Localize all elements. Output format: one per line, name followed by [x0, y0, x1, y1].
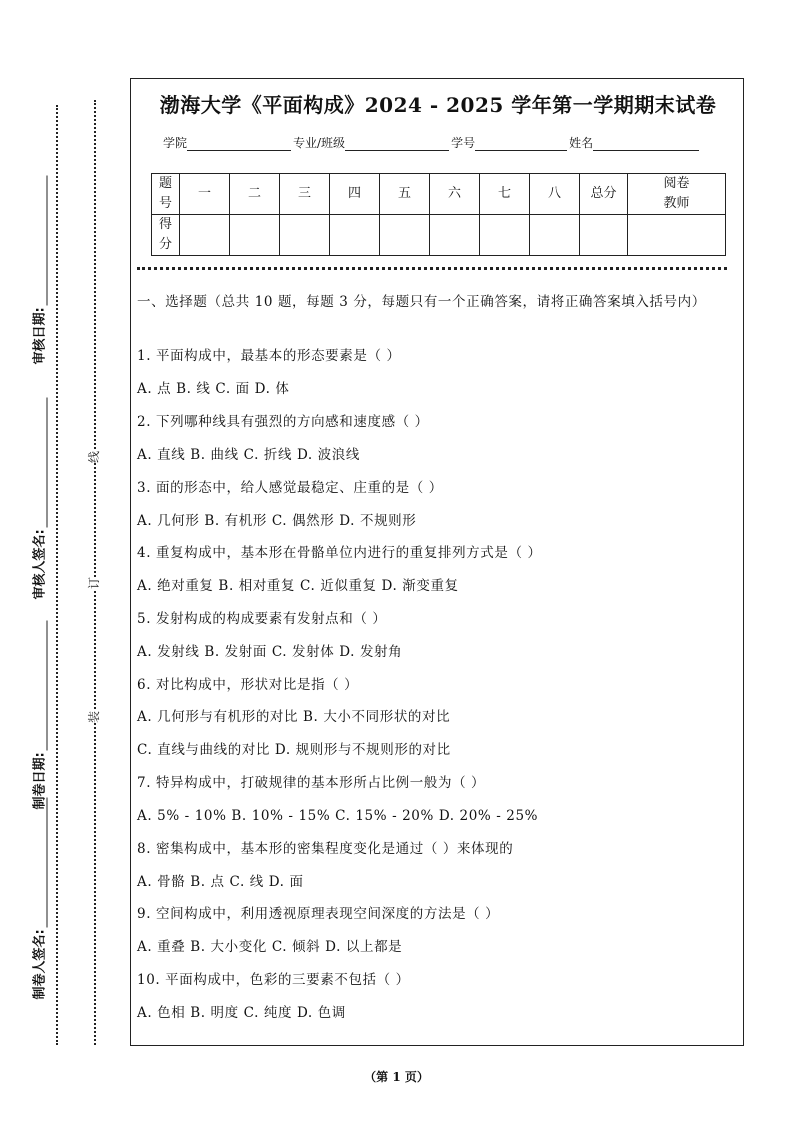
reviewer-sign-line[interactable]	[35, 397, 48, 527]
college-field[interactable]	[187, 136, 291, 151]
binding-char-fill: 装	[87, 710, 102, 724]
options-8: A. 骨骼 B. 点 C. 线 D. 面	[137, 874, 304, 890]
score-cell-2[interactable]	[230, 215, 280, 256]
student-info-row	[163, 134, 701, 151]
section-separator	[137, 267, 727, 270]
question-9: 9. 空间构成中，利用透视原理表现空间深度的方法是（ ）	[137, 906, 500, 922]
question-5: 5. 发射构成的构成要素有发射点和（ ）	[137, 611, 387, 627]
prepare-date-line[interactable]	[35, 620, 48, 750]
score-cell-7[interactable]	[480, 215, 530, 256]
score-cell-total[interactable]	[580, 215, 628, 256]
score-table	[151, 173, 726, 256]
col-4: 四	[330, 174, 380, 215]
score-table-score-row	[152, 215, 726, 256]
options-2: A. 直线 B. 曲线 C. 折线 D. 波浪线	[137, 447, 360, 463]
col-7: 七	[480, 174, 530, 215]
options-6b: C. 直线与曲线的对比 D. 规则形与不规则形的对比	[137, 742, 451, 758]
options-4: A. 绝对重复 B. 相对重复 C. 近似重复 D. 渐变重复	[137, 578, 459, 594]
question-8: 8. 密集构成中，基本形的密集程度变化是通过（ ）来体现的	[137, 841, 514, 857]
score-table-header-row	[152, 174, 726, 215]
reviewer-sign-label: 审核人签名:	[32, 529, 48, 600]
options-3: A. 几何形 B. 有机形 C. 偶然形 D. 不规则形	[137, 513, 417, 529]
review-date-field	[29, 165, 48, 365]
options-5: A. 发射线 B. 发射面 C. 发射体 D. 发射角	[137, 644, 403, 660]
review-date-label: 审核日期:	[32, 307, 48, 365]
score-cell-5[interactable]	[380, 215, 430, 256]
student-id-field[interactable]	[475, 136, 567, 151]
question-2: 2. 下列哪种线具有强烈的方向感和速度感（ ）	[137, 414, 429, 430]
binding-dotted-line-inner	[94, 100, 96, 1045]
student-id-label: 学号	[451, 136, 476, 150]
reviewer-sign-field	[29, 400, 48, 600]
col-1: 一	[180, 174, 230, 215]
score-cell-3[interactable]	[280, 215, 330, 256]
binding-char-order: 订	[87, 576, 102, 590]
college-label: 学院	[163, 136, 188, 150]
exam-title: 渤海大学《平面构成》2024 - 2025 学年第一学期期末试卷	[159, 93, 717, 117]
col-5: 五	[380, 174, 430, 215]
col-6: 六	[430, 174, 480, 215]
question-7: 7. 特异构成中，打破规律的基本形所占比例一般为（ ）	[137, 775, 486, 791]
score-label: 得 分	[152, 215, 180, 256]
exam-frame	[130, 78, 744, 1046]
col-2: 二	[230, 174, 280, 215]
options-10: A. 色相 B. 明度 C. 纯度 D. 色调	[137, 1005, 346, 1021]
preparer-sign-field	[29, 800, 48, 1000]
prepare-date-field	[29, 610, 48, 810]
options-7: A. 5% - 10% B. 10% - 15% C. 15% - 20% D. 20% - 25%	[137, 808, 539, 824]
question-4: 4. 重复构成中，基本形在骨骼单位内进行的重复排列方式是（ ）	[137, 545, 542, 561]
score-cell-grader[interactable]	[628, 215, 726, 256]
score-cell-1[interactable]	[180, 215, 230, 256]
review-date-line[interactable]	[35, 175, 48, 305]
options-1: A. 点 B. 线 C. 面 D. 体	[137, 381, 290, 397]
score-cell-4[interactable]	[330, 215, 380, 256]
prepare-date-label: 制卷日期:	[32, 752, 48, 810]
question-1: 1. 平面构成中，最基本的形态要素是（ ）	[137, 348, 401, 364]
major-field[interactable]	[345, 136, 449, 151]
name-field[interactable]	[593, 136, 699, 151]
preparer-sign-line[interactable]	[35, 797, 48, 927]
score-cell-6[interactable]	[430, 215, 480, 256]
name-label: 姓名	[569, 136, 594, 150]
options-9: A. 重叠 B. 大小变化 C. 倾斜 D. 以上都是	[137, 939, 403, 955]
col-8: 八	[530, 174, 580, 215]
section-heading: 一、选择题（总共 10 题，每题 3 分，每题只有一个正确答案，请将正确答案填入括号内）	[137, 294, 706, 310]
binding-dotted-line-outer	[56, 105, 58, 1045]
score-cell-8[interactable]	[530, 215, 580, 256]
grader-label: 阅卷 教师	[628, 174, 726, 215]
major-label: 专业/班级	[293, 136, 346, 150]
question-6: 6. 对比构成中，形状对比是指（ ）	[137, 677, 359, 693]
col-total: 总分	[580, 174, 628, 215]
question-10: 10. 平面构成中，色彩的三要素不包括（ ）	[137, 972, 410, 988]
preparer-sign-label: 制卷人签名:	[32, 929, 48, 1000]
col-3: 三	[280, 174, 330, 215]
question-number-label: 题 号	[152, 174, 180, 215]
page-number: （第 1 页）	[364, 1070, 429, 1084]
options-6: A. 几何形与有机形的对比 B. 大小不同形状的对比	[137, 709, 451, 725]
question-3: 3. 面的形态中，给人感觉最稳定、庄重的是（ ）	[137, 480, 443, 496]
binding-char-line: 线	[87, 450, 102, 464]
